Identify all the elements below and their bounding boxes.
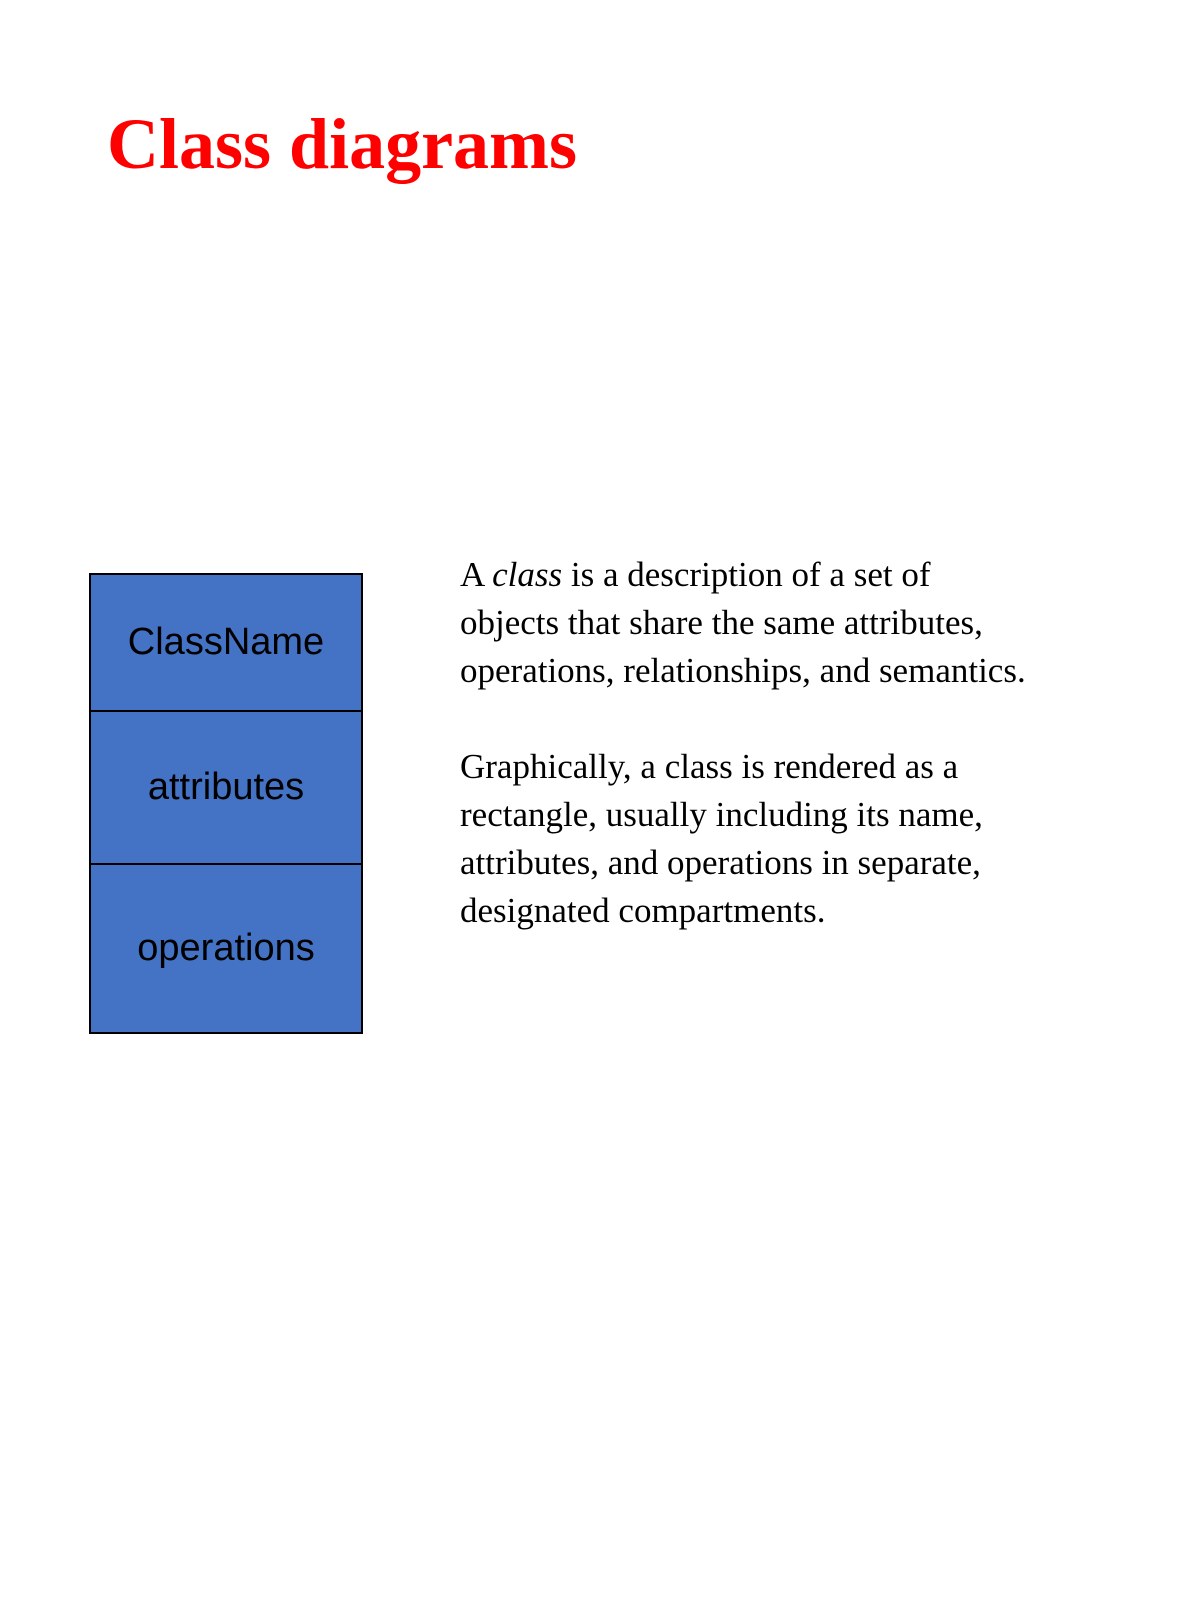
paragraph-1-line-3: operations, relationships, and semantics.	[460, 651, 1026, 690]
line-prefix: A	[460, 555, 493, 594]
paragraph-1-line-2: objects that share the same attributes,	[460, 603, 983, 642]
class-name-compartment: ClassName	[91, 575, 361, 712]
description-paragraph-1	[460, 551, 1160, 695]
paragraph-2-line-4: designated compartments.	[460, 891, 826, 930]
description-paragraph-2	[460, 743, 1160, 935]
paragraph-1-line-1	[460, 551, 1160, 599]
paragraph-2-line-1: Graphically, a class is rendered as a	[460, 747, 959, 786]
paragraph-2-line-2: rectangle, usually including its name,	[460, 795, 983, 834]
attributes-compartment: attributes	[91, 712, 361, 865]
class-diagram-box	[89, 573, 363, 1034]
operations-compartment: operations	[137, 927, 315, 969]
line-suffix: is a description of a set of	[562, 555, 931, 594]
description-text	[460, 551, 1160, 935]
paragraph-2-line-3: attributes, and operations in separate,	[460, 843, 981, 882]
emphasized-term: class	[492, 555, 563, 594]
page-title: Class diagrams	[107, 104, 578, 184]
